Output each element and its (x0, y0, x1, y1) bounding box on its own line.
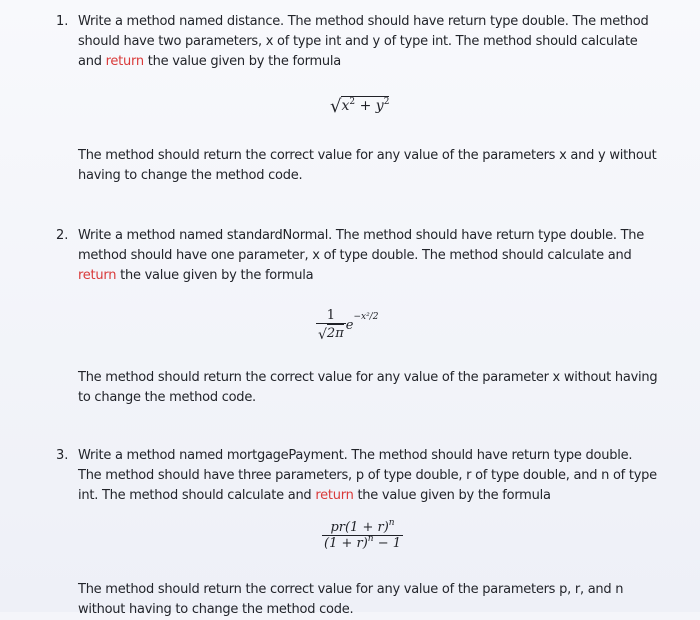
mortgage-payment-formula (322, 520, 403, 551)
prompt-text: Write a method named mortgagePayment. The method should have return type double. The method should have three parameters, p of type double, r of type double, and n of type int. The method should calculate and (78, 448, 657, 503)
prompt-text-end: the value given by the formula (116, 268, 314, 283)
question-prompt (78, 446, 658, 506)
question-number: 3. (56, 448, 69, 463)
standard-normal-formula (316, 308, 378, 343)
prompt-text: Write a method named standardNormal. The method should have return type double. The method should have one parameter, x of type double. The method should calculate and (78, 228, 645, 263)
question-follow-up: The method should return the correct value for any value of the parameter x without having to change the method code. (78, 370, 658, 405)
return-keyword: return (105, 54, 144, 69)
prompt-text-end: the value given by the formula (143, 54, 341, 69)
sqrt-radicand: $x^2 + y^2$ (341, 97, 390, 114)
question-number: 1. (56, 14, 69, 29)
fraction (322, 520, 403, 551)
fraction (316, 308, 346, 343)
exponent: −x²/2 (353, 312, 379, 322)
fraction-denominator: √2π (318, 326, 344, 343)
prompt-text-end: the value given by the formula (353, 488, 551, 503)
fraction-numerator: $pr(1 + r)^n$ (322, 520, 403, 536)
question-follow-up: The method should return the correct value for any value of the parameters x and y without having to change the method code. (78, 148, 657, 183)
prompt-text: Write a method named distance. The method should have return type double. The method should have two parameters, x of type int and y of type int. The method should calculate and (78, 14, 649, 69)
question-number: 2. (56, 228, 69, 243)
question-prompt (78, 12, 658, 72)
exponential-base: e (345, 318, 354, 333)
question-follow-up: The method should return the correct value for any value of the parameters p, r, and n without having to change the method code. (78, 582, 624, 617)
question-prompt (78, 226, 658, 286)
return-keyword: return (315, 488, 354, 503)
distance-formula (330, 96, 389, 117)
sqrt-symbol: √ (330, 96, 342, 117)
fraction-denominator: $(1 + r)^n - 1$ (324, 534, 402, 551)
fraction-numerator: 1 (316, 308, 346, 324)
return-keyword: return (78, 268, 117, 283)
